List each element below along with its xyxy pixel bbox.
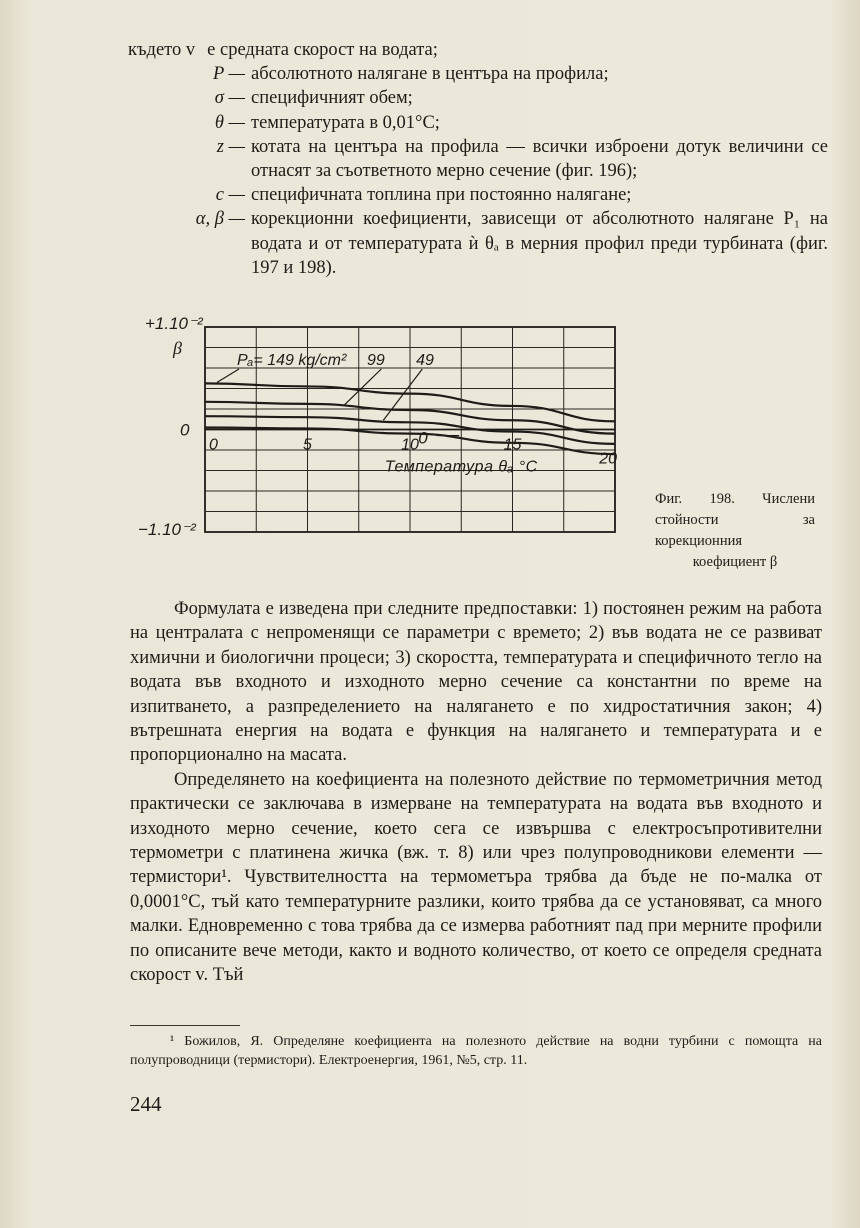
definition-text: е средната скорост на водата; (207, 40, 438, 60)
definition-symbol: където v (128, 40, 196, 60)
x-tick-label: 10 (401, 436, 419, 454)
definitions-list (128, 38, 828, 280)
y-zero-label: 0 (180, 420, 190, 440)
paragraph: Определянето на коефициента на полезното действие по термометричния метод практически се заключава в измерване на температурата на водата във входното и изходното мерно сечение, което сега се извършва с електросъпротивителни термометри с платинена жичка (вж. т. 8) или чрез полупроводникови елементи — термистори¹. Чувствителността на термометъра трябва да бъде не по-малка от 0,0001°C, тъй като температурните разлики, които трябва да се установяват, са много малки. Едновременно с това трябва да се измерва работният пад при мерните профили по описаните вече методи, както и водното количество, от което се определя средната скорост v. Тъй (130, 769, 822, 986)
footnote-text: ¹ Божилов, Я. Определяне коефициента на полезното действие на водни турбини с помощта на полупроводници (термистори). Електроенергия, 1961, №5, стр. 11. (130, 1034, 822, 1068)
definition-symbol: P — (212, 64, 245, 85)
definition-row (128, 111, 828, 135)
body-text (130, 597, 822, 988)
x-tick-label: 15 (503, 436, 522, 454)
figure-caption: Фиг. 198. Числени стойности за корекционния коефициент β (655, 491, 815, 570)
leader-line-149 (217, 369, 239, 382)
definition-symbol: σ — (214, 88, 245, 109)
figure-198 (120, 305, 840, 595)
curve-label-49: 49 (416, 352, 434, 369)
definition-symbol: α, β — (195, 209, 245, 230)
definition-text: специфичната топлина при постоянно налягане; (251, 185, 632, 206)
y-bottom-label: −1.10⁻² (138, 520, 196, 539)
curve-label-149: Pₐ= 149 kg/cm² (237, 352, 347, 369)
definition-symbol: z — (216, 136, 245, 157)
definition-row (128, 207, 828, 280)
definition-text: температурата в 0,01°C; (251, 112, 440, 133)
y-axis-symbol: β (173, 338, 182, 358)
curve-label-0: 0 (418, 428, 428, 448)
definition-row (128, 86, 828, 110)
x-tick-label: 20 (599, 450, 617, 468)
definition-symbol: c — (215, 185, 245, 206)
footnote-rule (130, 1025, 240, 1026)
definition-row (128, 62, 828, 86)
definition-text: котата на центъра на профила — всички изброени дотук величини се отнасят за съответното мерно сечение (фиг. 196); (251, 136, 828, 182)
paragraph: Формулата е изведена при следните предпоставки: 1) постоянен режим на работа на централата с непроменящи се параметри с времето; 2) във водата не се развиват химични и биологични процеси; 3) скоростта, температурата и специфичното тегло на водата във входното и изходното мерно сечение са константни по време на изпитването, а разпределението на налягането е по хидростатичния закон; 4) вътрешната енергия на водата е функция на налягането и температурата и е пропорционално на масата. (130, 599, 822, 766)
footnote (130, 1032, 822, 1070)
definition-text: специфичният обем; (251, 88, 413, 109)
page-number: 244 (130, 1092, 162, 1116)
x-axis-title: Температура θₐ °C (384, 458, 538, 476)
x-tick-label: 5 (303, 436, 312, 454)
definition-symbol: θ — (214, 112, 245, 133)
definition-text: корекционни коефициенти, зависещи от абсолютното налягане P₁ на водата и от температурата ѝ θₐ в мерния профил преди турбината (фиг. 197 и 198). (251, 209, 828, 278)
definition-row (128, 135, 828, 183)
y-top-label: +1.10⁻² (145, 314, 203, 333)
x-tick-label: 0 (209, 436, 218, 454)
definition-row (128, 38, 828, 62)
definition-text: абсолютното налягане в центъра на профила; (251, 64, 609, 85)
curve-label-99: 99 (366, 352, 385, 369)
leader-line-99 (344, 369, 381, 405)
definition-row (128, 183, 828, 207)
